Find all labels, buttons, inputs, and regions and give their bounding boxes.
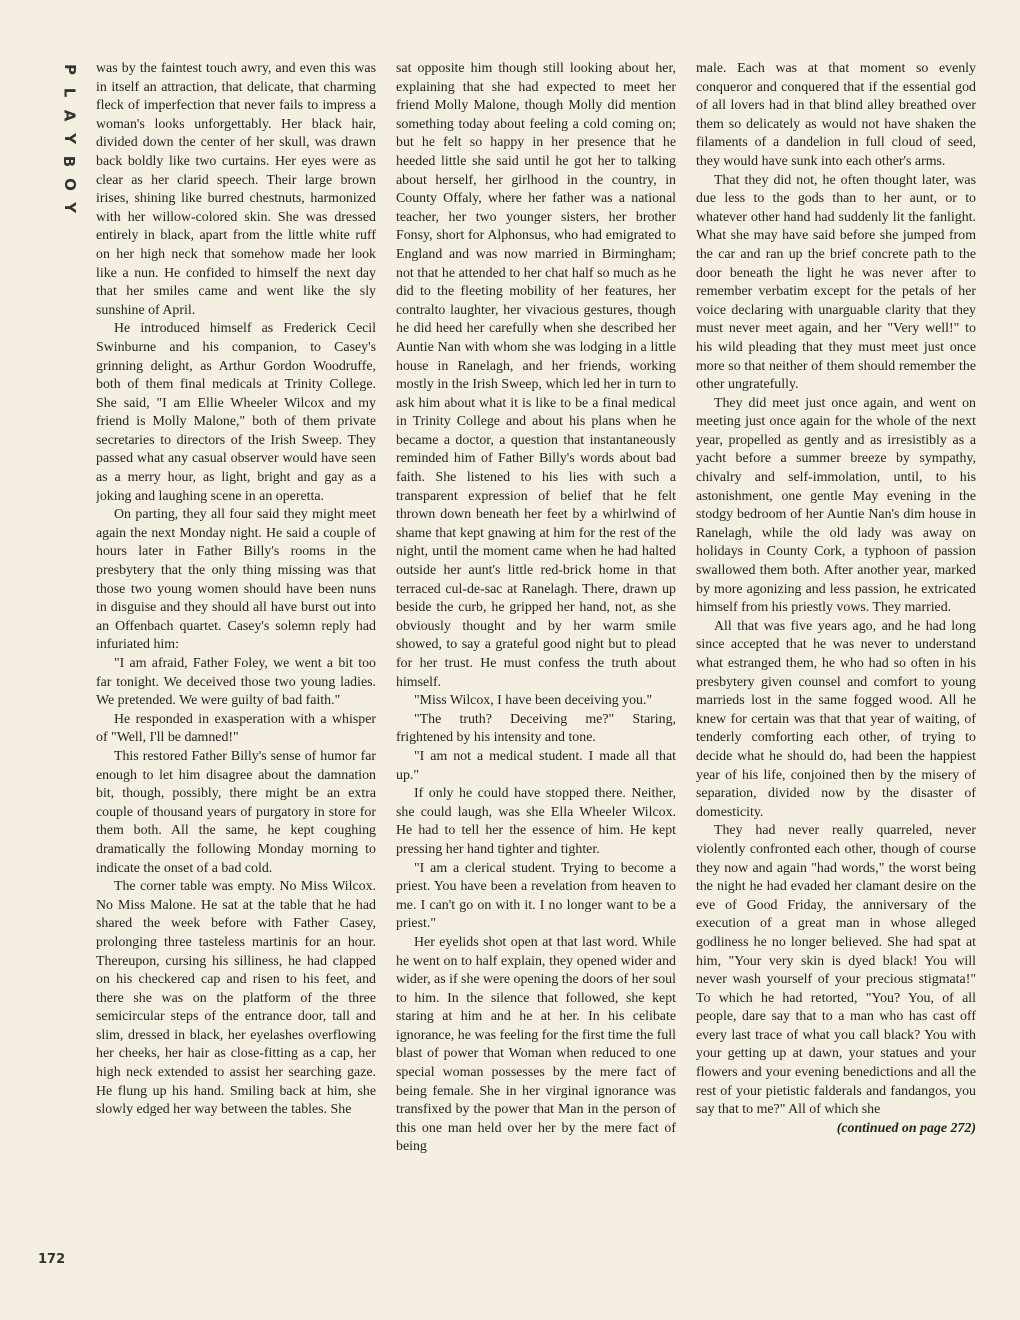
playboy-vertical-masthead <box>58 58 80 219</box>
masthead-letter: A <box>60 109 79 122</box>
masthead-letter: B <box>60 155 79 168</box>
text-column-1 <box>96 60 376 1275</box>
paragraph: If only he could have stopped there. Neither, she could laugh, was she Ella Wheeler Wilcox. He had to tell her the essence of him. He kept pressing her hand tighter and tighter. <box>396 786 676 857</box>
paragraph: Her eyelids shot open at that last word. While he went on to half explain, they opened wider and wider, as if she were opening the doors of her soul to him. In the silence that followed, she kept staring at him and he at her. In his celibate ignorance, he was feeling for the first time the full blast of power that Woman when reduced to one special woman possesses by the mere fact of being female. She in her virginal ignorance was transfixed by the power that Man in the person of this one man held over her by the mere fact of being <box>396 934 676 1155</box>
paragraph: "I am a clerical student. Trying to become a priest. You have been a revelation from heaven to me. I can't go on with it. I no longer want to be a priest." <box>396 860 676 932</box>
paragraph: They did meet just once again, and went on meeting just once again for the whole of the next year, propelled as gently and as irresistibly as a yacht before a summer breeze by sympathy, chivalry and self-immolation, until, to his astonishment, one gentle May evening in the stodgy bedroom of her Auntie Nan's dim house in Ranelagh, while the old lady was away on holidays in County Cork, a typhoon of passion swallowed them both. After another year, marked by more agonizing and less passion, he extricated himself from his priestly vows. They married. <box>696 395 976 616</box>
paragraph: "The truth? Deceiving me?" Staring, frightened by his intensity and tone. <box>396 711 676 746</box>
paragraph: He responded in exasperation with a whisper of "Well, I'll be damned!" <box>96 711 376 746</box>
paragraph: sat opposite him though still looking about her, explaining that she had expected to meet her friend Molly Malone, though Molly did mention something today about feeling a cold coming on; but he felt so happy in her presence that he heeded little she said until he got her to talking about herself, her girlhood in the country, in County Offaly, where her father was a national teacher, her two younger sisters, her brother Fonsy, short for Alphonsus, who had emigrated to England and was now married in Birmingham; not that he attended to her chat half so much as he did to the fleeting mobility of her features, her contralto laughter, her vivacious gestures, though he did heed her carefully when she described her Auntie Nan with whom she was lodging in a little house in Ranelagh, and her friends, working mostly in the Irish Sweep, which led her in turn to ask him about what it is like to be a final medical in Trinity College and about his plans when he became a doctor, a question that instantaneously reminded him of Father Billy's words about bad faith. She listened to his lies with such a transparent expression of belief that he felt thrown down beneath her feet by a whirlwind of shame that kept gnawing at him for the rest of the night, until the moment came when he had halted outside her aunt's little red-brick home in that terraced cul-de-sac at Ranelagh. There, drawn up beside the curb, he gripped her hand, not, as she obviously thought and by her warm smile showed, to say a grateful good night but to plead for her trust. He must confess the truth about himself. <box>396 61 676 690</box>
masthead-letter: P <box>60 64 79 75</box>
paragraph: They had never really quarreled, never violently confronted each other, though of course they now and again "had words," the worst being the night he had evaded her clamant desire on the eve of Good Friday, the anniversary of the execution of a great man in whose alleged godliness he no longer believed. She had spat at him, "Your very skin is dyed black! You will never wash yourself of your precious stigmata!" To which he had retorted, "You? You, of all people, dare say that to a man who has cast off every last trace of what you call black? You with your getting up at dawn, your statues and your flowers and your evening benedictions and all the rest of your pietistic falderals and fandangos, you say that to me?" All of which she <box>696 823 976 1118</box>
masthead-letter: Y <box>60 133 79 144</box>
paragraph: male. Each was at that moment so evenly conqueror and conquered that if the essential god of all lovers had in that blind alley breathed over them so delicately as would not have shaken the filaments of a dandelion in full cloud of seed, they would have sunk into each other's arms. <box>696 61 976 169</box>
continued-on-page-note: (continued on page 272) <box>836 1120 976 1136</box>
paragraph: On parting, they all four said they might meet again the next Monday night. He said a couple of hours later in Father Billy's rooms in the presbytery that the only thing missing was that those two young women should have been nuns in disguise and they should all have burst out into an Offenbach quartet. Casey's solemn reply had infuriated him: <box>96 507 376 653</box>
paragraph: "I am afraid, Father Foley, we went a bit too far tonight. We deceived those two young ladies. We pretended. We were guilty of bad faith." <box>96 656 376 709</box>
text-column-3 <box>696 60 976 1275</box>
paragraph: "I am not a medical student. I made all that up." <box>396 748 676 783</box>
paragraph: This restored Father Billy's sense of humor far enough to let him disagree about the damnation bit, though, possibly, there might be an extra couple of thousand years of purgatory in store for them both. All the same, he kept coughing dramatically the following Monday morning to indicate the onset of a bad cold. <box>96 748 376 876</box>
paragraph: That they did not, he often thought later, was due less to the gods than to her aunt, or to whatever other hand had suddenly lit the fanlight. What she may have said before she jumped from the car and ran up the brief concrete path to the door beneath the light he was never after to remember verbatim except for the petals of her voice declaring with unarguable clarity that they must never meet again, and her "Very well!" to his wild pleading that they must meet just once more so that neither of them should remember the other ungratefully. <box>696 172 976 393</box>
paragraph: All that was five years ago, and he had long since accepted that he was never to understand what estranged them, he who had so often in his presbytery given counsel and comfort to young marrieds lost in the same fogged wood. All he knew for certain was that that year of waiting, of tenderly comforting each other, of trying to decide what he should do, had been the happiest year of his life, conjoined then by the misery of separation, divided now by the disaster of domesticity. <box>696 618 976 820</box>
paragraph: was by the faintest touch awry, and even this was in itself an attraction, that delicate, that charming fleck of imperfection that never fails to impress a woman's looks unforgettably. Her black hair, divided down the center of her skull, was drawn back boldly like two curtains. Her eyes were as clear as her clarid speech. Their large brown irises, shining like burred chestnuts, harmonized with her willow-colored skin. She was dressed entirely in black, apart from the little white ruff on her high neck that somehow made her look like a nun. He confided to himself the next day that her smiles came and went like the sly sunshine of April. <box>96 61 376 318</box>
paragraph: "Miss Wilcox, I have been deceiving you." <box>414 693 653 709</box>
text-column-2 <box>396 60 676 1275</box>
paragraph: He introduced himself as Frederick Cecil Swinburne and his companion, to Casey's grinning delight, as Arthur Gordon Woodruffe, both of them final medicals at Trinity College. She said, "I am Ellie Wheeler Wilcox and my friend is Molly Malone," both of them private secretaries to directors of the Irish Sweep. They passed what any casual observer would have seen as a merry hour, as light, bright and gay as a joking and laughing scene in an operetta. <box>96 321 376 504</box>
masthead-letter: Y <box>60 202 79 213</box>
page-number: 172 <box>38 1252 66 1267</box>
masthead-letter: O <box>60 178 79 191</box>
paragraph: The corner table was empty. No Miss Wilcox. No Miss Malone. He sat at the table that he had shared the week before with Father Casey, prolonging three tasteless martinis for an hour. Thereupon, cursing his silliness, he had clapped on his checkered cap and risen to his feet, and there she was on the platform of the three semicircular steps of the entrance door, tall and slim, dressed in black, her eyelashes overflowing her cheeks, her hair as close-fitting as a cap, her high neck extended to assist her searching gaze. He flung up his hand. Smiling back at him, she slowly edged her way between the tables. She <box>96 879 376 1118</box>
masthead-letter: L <box>60 87 79 98</box>
